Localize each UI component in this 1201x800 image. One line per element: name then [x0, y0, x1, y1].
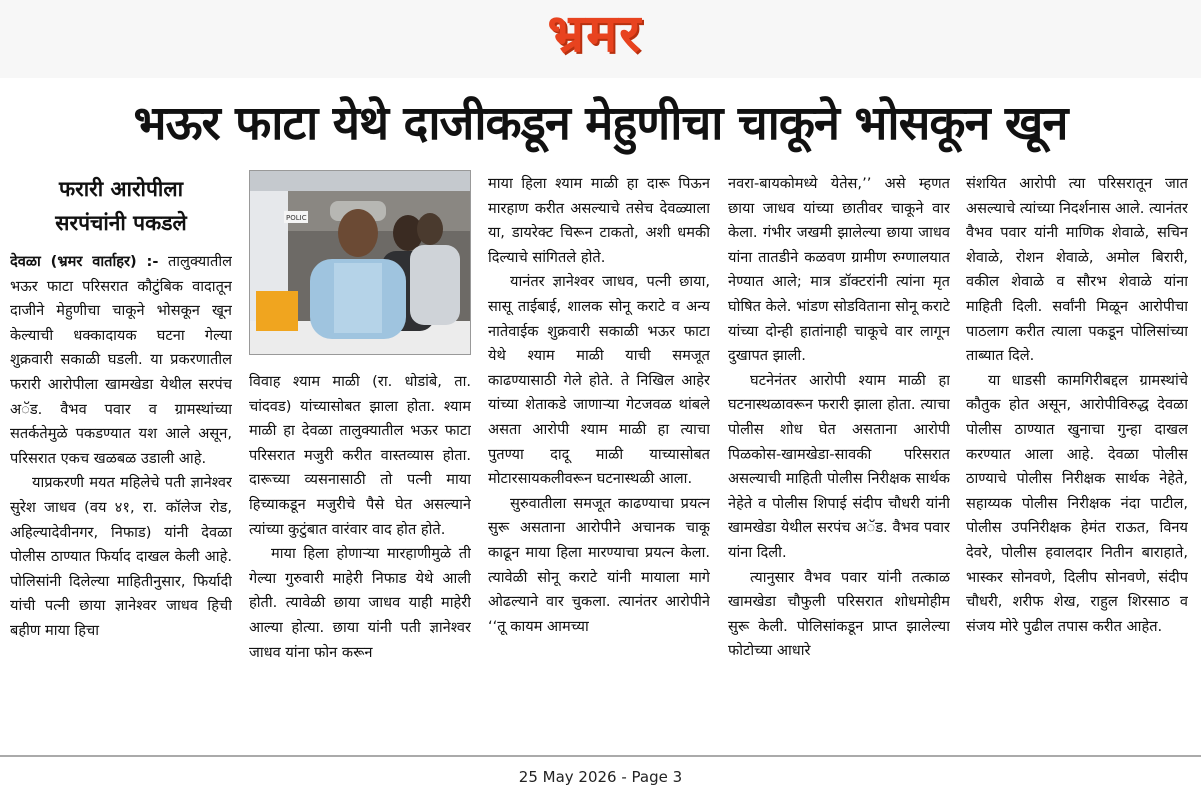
masthead — [0, 0, 1201, 78]
paragraph: नवरा-बायकोमध्ये येतेस,’’ असे म्हणत छाया जाधव यांच्या छातीवर चाकूने वार केला. गंभीर जखमी झालेल्या छाया जाधव यांना तातडीने कळवण ग्रामीण रुग्णालयात नेण्यात आले; मात्र डॉक्टरांनी त्यांना मृत घोषित केले. भांडण सोडविताना सोनू कराटे यांच्या दोन्ही हातांनाही चाकूचे वार लागून दुखापत झाली. — [728, 175, 950, 365]
paragraph: याप्रकरणी मयत महिलेचे पती ज्ञानेश्वर सुरेश जाधव (वय ४१, रा. कॉलेज रोड, अहिल्यादेवीनगर, निफाड) यांनी देवळा पोलीस ठाण्यात फिर्याद दाखल केली आहे. पोलिसांनी दिलेल्या माहितीनुसार, फिर्यादी यांची पत्नी छाया ज्ञानेश्वर जाधव हिची बहीण माया हिचा — [10, 474, 232, 639]
article-column-4 — [728, 172, 950, 742]
page-footer: 25 May 2026 - Page 3 — [518, 768, 683, 786]
paragraph: त्यानुसार वैभव पवार यांनी तत्काळ खामखेडा चौफुली परिसरात शोधमोहीम सुरू केली. पोलिसांकडून प्राप्त झालेल्या फोटोच्या आधारे — [728, 568, 950, 660]
article-headline: भऊर फाटा येथे दाजीकडून मेहुणीचा चाकूने भोसकून खून — [133, 96, 1068, 151]
paragraph: माया हिला श्याम माळी हा दारू पिऊन मारहाण करीत असल्याचे तसेच देवळ्याला या, डायरेक्ट चिरून टाकतो, अशी धमकी दिल्याचे सांगितले होते. — [488, 175, 710, 266]
subheading-line-1: फरारी आरोपीला — [58, 177, 184, 201]
paragraph: संशयित आरोपी त्या परिसरातून जात असल्याचे त्यांच्या निदर्शनास आले. त्यानंतर वैभव पवार यांनी माणिक शेवाळे, सचिन शेवाळे, रोशन शेवाळे, अमोल बिरारी, वकील शेवाळे व सौरभ शेवाळे यांना माहिती दिली. सर्वांनी मिळून आरोपीचा पाठलाग करीत त्याला पकडून पोलिसांच्या ताब्यात दिले. — [966, 175, 1188, 365]
paragraph: या धाडसी कामगिरीबद्दल ग्रामस्थांचे कौतुक होत असून, आरोपीविरुद्ध देवळा पोलीस ठाण्यात खुनाचा गुन्हा दाखल करण्यात आला आहे. देवळा पोलीस ठाण्याचे पोलीस निरीक्षक सार्थक नेहेते, सहाय्यक पोलीस निरीक्षक नंदा पाटील, पोलीस उपनिरीक्षक हेमंत राऊत, विनय देवरे, पोलीस हवालदार नितीन बाराहाते, भास्कर सोनवणे, दिलीप सोनवणे, संदीप चौधरी, शरीफ शेख, राहुल शिरसाठ व संजय मोरे पुढील तपास करीत आहेत. — [966, 371, 1188, 635]
logo-text: भ्रमर — [547, 4, 643, 64]
newspaper-logo — [495, 2, 695, 66]
police-sticker-text: POLIC — [286, 214, 307, 222]
subheading-line-2: सरपंचांनी पकडले — [55, 211, 187, 235]
dateline: देवळा (भ्रमर वार्ताहर) :- — [10, 253, 159, 270]
paragraph: सुरुवातीला समजूत काढण्याचा प्रयत्न सुरू असताना आरोपीने अचानक चाकू काढून माया हिला मारण्याचा प्रयत्न केला. त्यावेळी सोनू कराटे यांनी मायाला मागे ओढल्याने वार चुकला. त्यानंतर आरोपीने ‘‘तू कायम आमच्या — [488, 494, 710, 635]
article-column-1 — [10, 250, 232, 780]
article-column-2 — [249, 370, 471, 780]
paragraph: विवाह श्याम माळी (रा. धोडांबे, ता. चांदवड) यांच्यासोबत झाला होता. श्याम माळी हा देवळा तालुक्यातील भऊर फाटा परिसरात मजुरी करीत वास्तव्यास होता. दारूच्या व्यसनासाठी तो पत्नी माया हिच्याकडून मजुरीचे पैसे घेत असल्याने त्यांच्या कुटुंबात वारंवार वाद होत होते. — [249, 373, 471, 538]
article-column-3 — [488, 172, 710, 742]
article-subheading — [10, 172, 232, 244]
article-column-5 — [966, 172, 1188, 742]
footer-divider — [0, 755, 1201, 757]
paragraph: घटनेनंतर आरोपी श्याम माळी हा घटनास्थळावरून फरारी झाला होता. त्याचा पोलीस शोध घेत असताना आरोपी पिळकोस-खामखेडा-सावकी परिसरात असल्याची माहिती पोलीस निरीक्षक सार्थक नेहेते व पोलीस शिपाई संदीप चौधरी यांनी खामखेडा येथील सरपंच अॅड. वैभव पवार यांना दिली. — [728, 371, 950, 561]
paragraph: माया हिला होणाऱ्या मारहाणीमुळे ती गेल्या गुरुवारी माहेरी निफाड येथे आली होती. त्यावेळी छाया जाधव याही माहेरी आल्या होत्या. छाया यांनी पती ज्ञानेश्वर जाधव यांना फोन करून — [249, 545, 471, 661]
news-photo — [249, 170, 471, 355]
paragraph: तालुक्यातील भऊर फाटा परिसरात कौटुंबिक वादातून दाजीने मेहुणीचा चाकूने भोसकून खून केल्याची धक्कादायक घटना गेल्या शुक्रवारी सकाळी घडली. या प्रकरणातील फरारी आरोपीला खामखेडा येथील सरपंच अॅड. वैभव पवार व ग्रामस्थांच्या सतर्कतेमुळे पकडण्यात यश आले असून, परिसरात एकच खळबळ उडाली आहे. — [10, 253, 232, 467]
paragraph: यानंतर ज्ञानेश्वर जाधव, पत्नी छाया, सासू ताईबाई, शालक सोनू कराटे व अन्य नातेवाईक शुक्रवारी सकाळी भऊर फाटा येथे श्याम माळी याची समजूत काढण्यासाठी गेले होते. ते निखिल आहेर यांच्या शेताकडे जाणाऱ्या गेटजवळ थांबले असता आरोपी श्याम माळी हा त्याचा पुतण्या दादू माळी याच्यासोबत मोटारसायकलीवरून घटनास्थळी आला. — [488, 273, 710, 488]
